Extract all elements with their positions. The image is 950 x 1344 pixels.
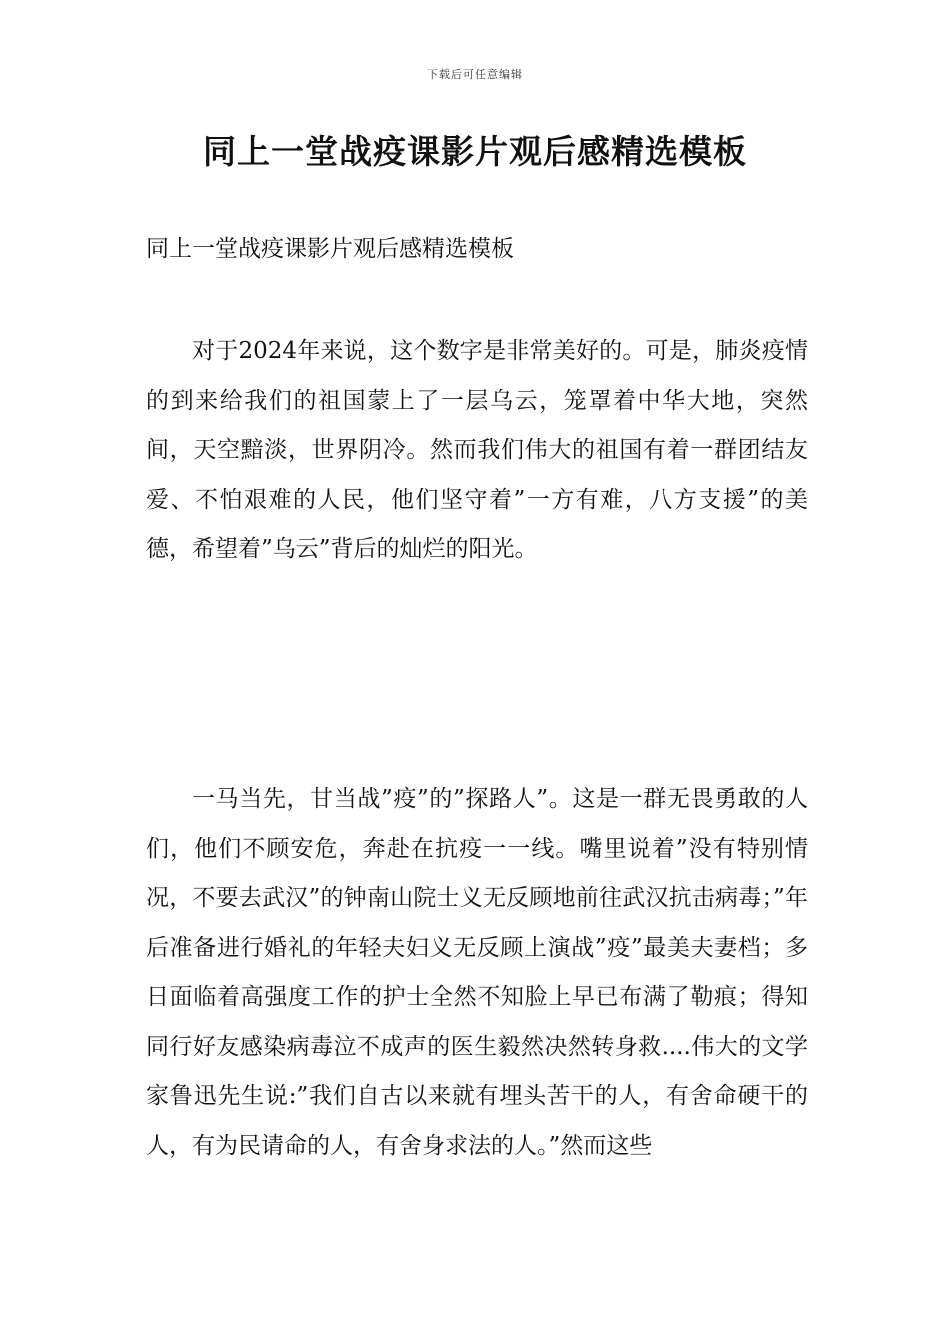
document-title: 同上一堂战疫课影片观后感精选模板 [203,132,747,171]
header-note: 下载后可任意编辑 [427,68,523,81]
body-paragraph: 对于2024年来说，这个数字是非常美好的。可是，肺炎疫情的到来给我们的祖国蒙上了一层乌云，笼罩着中华大地，突然间，天空黯淡，世界阴冷。然而我们伟大的祖国有着一群团结友爱、不怕艰难的人民，他们坚守着”一方有难，八方支援”的美德，希望着”乌云”背后的灿烂的阳光。 [146,338,808,562]
body-paragraph: 一马当先，甘当战”疫”的”探路人”。这是一群无畏勇敢的人们，他们不顾安危，奔赴在抗疫一一线。嘴里说着”没有特别情况，不要去武汉”的钟南山院士义无反顾地前往武汉抗击病毒；”年后准备进行婚礼的年轻夫妇义无反顾上演战”疫”最美夫妻档；多日面临着高强度工作的护士全然不知脸上早已布满了勒痕；得知同行好友感染病毒泣不成声的医生毅然决然转身救....伟大的文学家鲁迅先生说:”我们自古以来就有埋头苦干的人，有舍命硬干的人，有为民请命的人，有舍身求法的人。”然而这些 [146,786,808,1159]
document-subtitle: 同上一堂战疫课影片观后感精选模板 [146,236,514,262]
